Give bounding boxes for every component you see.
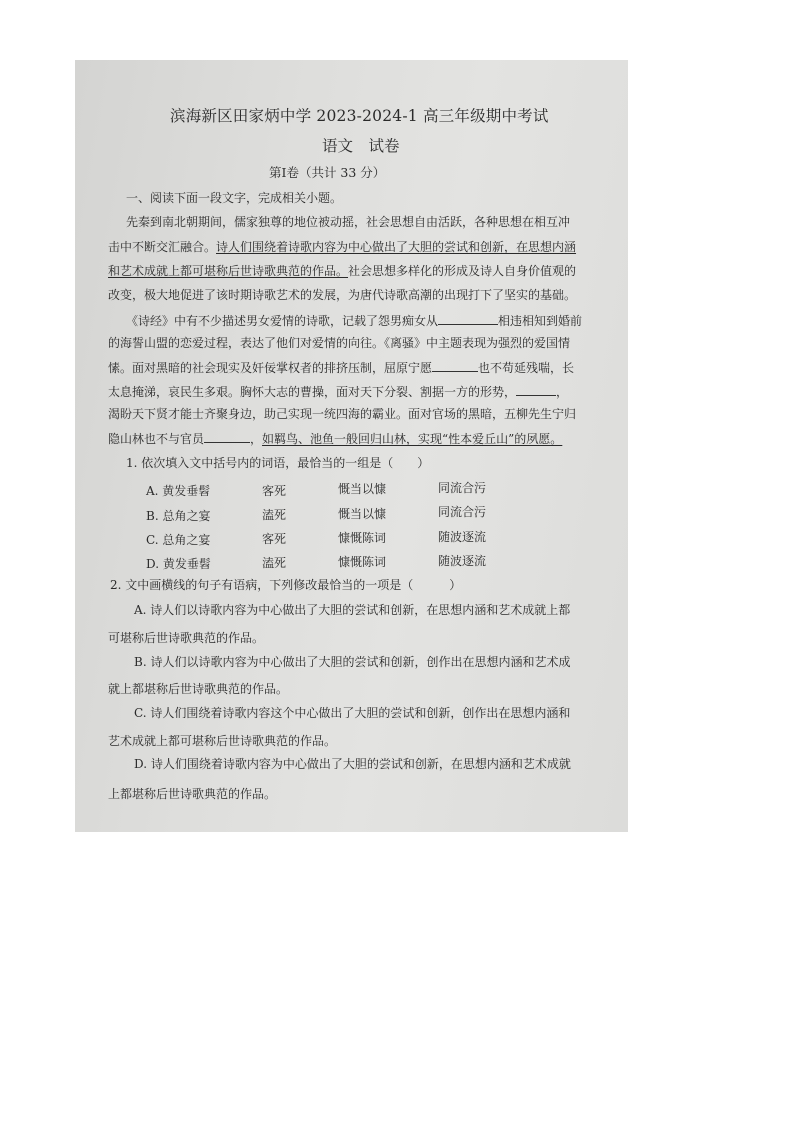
q2-option-b-cont: 就上都堪称后世诗歌典范的作品。 [108, 682, 289, 696]
q1-option-c-word: 随波逐流 [438, 530, 487, 544]
q1-option-c-letter: C. 总角之宴 [146, 533, 211, 547]
fill-blank [204, 430, 250, 443]
q2-option-d-cont: 上都堪称后世诗歌典范的作品。 [108, 787, 277, 801]
passage-text: ， [250, 432, 263, 446]
q1-option-d-letter: D. 黄发垂髫 [146, 557, 211, 571]
passage-text: ， [556, 385, 569, 399]
q1-option-a-word: 慨当以慷 [338, 482, 387, 496]
passage-line: 的海誓山盟的恋爱过程，表达了他们对爱情的向往。《离骚》中主题表现为强烈的爱国情 [108, 336, 571, 350]
passage-line [108, 359, 574, 375]
exam-paper-photo [75, 60, 628, 832]
underlined-sentence: 和艺术成就上都可堪称后世诗歌典范的作品。 [108, 264, 349, 278]
passage-line: 渴盼天下贤才能士齐聚身边，助己实现一统四海的霸业。面对官场的黑暗，五柳先生宁归 [108, 407, 577, 421]
passage-line: 先秦到南北朝期间，儒家独尊的地位被动摇，社会思想自由活跃，各种思想在相互冲 [126, 215, 571, 229]
q1-option-c-word: 慷慨陈词 [338, 531, 387, 545]
passage-line [108, 240, 576, 254]
fill-blank [432, 359, 478, 372]
q1-option-b-letter: B. 总角之宴 [146, 509, 211, 523]
subject-title: 语文 试卷 [322, 137, 400, 155]
passage-text: 相违相知到婚前 [498, 314, 583, 328]
passage-line: 改变，极大地促进了该时期诗歌艺术的发展，为唐代诗歌高潮的出现打下了坚实的基础。 [108, 288, 577, 302]
q1-option-b-word: 溘死 [262, 508, 287, 522]
passage-line [108, 264, 576, 278]
passage-text: 《诗经》中有不少描述男女爱情的诗歌，记载了怨男痴女从 [126, 314, 439, 328]
question-1-stem: 1. 依次填入文中括号内的词语，最恰当的一组是（ ） [126, 456, 430, 470]
fill-blank [438, 312, 498, 325]
question-2-stem: 2. 文中画横线的句子有语病，下列修改最恰当的一项是（ ） [110, 578, 462, 592]
q1-option-a-letter: A. 黄发垂髫 [146, 484, 211, 498]
passage-text: 击中不断交汇融合。 [108, 240, 217, 254]
q1-option-b-word: 慨当以慷 [338, 507, 387, 521]
q2-option-c-cont: 艺术成就上都可堪称后世诗歌典范的作品。 [108, 734, 337, 748]
q2-option-b: B. 诗人们以诗歌内容为中心做出了大胆的尝试和创新，创作出在思想内涵和艺术成 [134, 655, 571, 669]
q1-option-d-word: 慷慨陈词 [338, 555, 387, 569]
fill-blank [516, 383, 556, 396]
q2-option-d: D. 诗人们围绕着诗歌内容为中心做出了大胆的尝试和创新，在思想内涵和艺术成就 [134, 757, 571, 771]
part-heading: 一、阅读下面一段文字，完成相关小题。 [126, 191, 343, 205]
passage-text: 隐山林也不与官员 [108, 432, 205, 446]
q1-option-d-word: 随波逐流 [438, 554, 487, 568]
exam-title: 滨海新区田家炳中学 2023-2024-1 高三年级期中考试 [170, 107, 549, 125]
q1-option-d-word: 溘死 [262, 556, 287, 570]
q2-option-a: A. 诗人们以诗歌内容为中心做出了大胆的尝试和创新，在思想内涵和艺术成就上都 [134, 603, 571, 617]
passage-text: 也不苟延残喘，长 [478, 361, 575, 375]
q2-option-c: C. 诗人们围绕着诗歌内容这个中心做出了大胆的尝试和创新，创作出在思想内涵和 [134, 706, 571, 720]
underlined-sentence: 如羁鸟、池鱼一般回归山林，实现“性本爱丘山”的夙愿。 [262, 432, 563, 446]
q1-option-b-word: 同流合污 [438, 505, 487, 519]
q1-option-a-word: 同流合污 [438, 481, 487, 495]
q1-option-a-word: 客死 [262, 484, 287, 498]
q1-option-c-word: 客死 [262, 532, 287, 546]
passage-text: 愫。面对黑暗的社会现实及奸佞掌权者的排挤压制，屈原宁愿 [108, 361, 433, 375]
passage-line [108, 383, 568, 399]
passage-text: 太息掩涕，哀民生多艰。胸怀大志的曹操，面对天下分裂、割据一方的形势， [108, 385, 517, 399]
passage-text: 社会思想多样化的形成及诗人自身价值观的 [348, 264, 577, 278]
passage-line [126, 312, 582, 328]
q2-option-a-cont: 可堪称后世诗歌典范的作品。 [108, 631, 265, 645]
underlined-sentence: 诗人们围绕着诗歌内容为中心做出了大胆的尝试和创新，在思想内涵 [216, 240, 577, 254]
passage-line [108, 430, 562, 446]
section-heading: 第Ⅰ卷（共计 33 分） [269, 165, 386, 180]
